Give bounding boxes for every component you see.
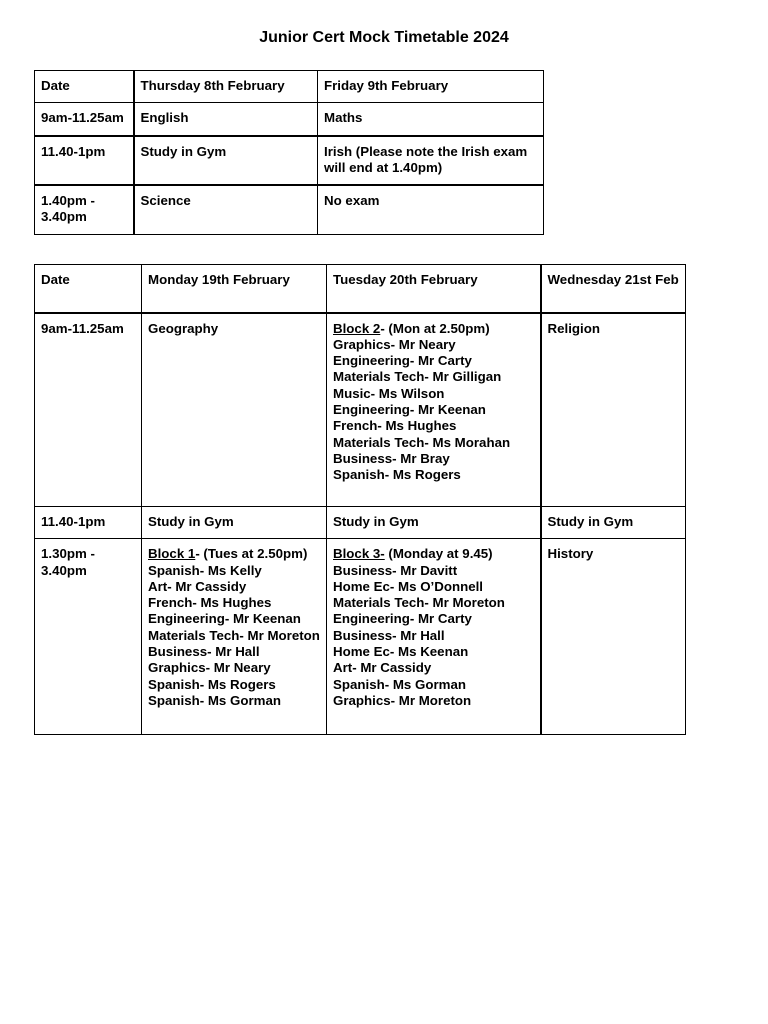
table-row <box>35 507 686 539</box>
list-item: Music- Ms Wilson <box>333 385 445 401</box>
wednesday-text: Wednesday 21st Feb <box>547 272 679 287</box>
time-text: 1.30pm - 3.40pm <box>41 546 95 578</box>
list-item: Engineering- Mr Carty <box>333 611 472 627</box>
header-monday: Monday 19th February <box>142 265 327 313</box>
list-item: Business- Mr Hall <box>148 644 260 660</box>
list-item: French- Ms Hughes <box>148 595 272 611</box>
table-row <box>35 313 686 507</box>
list-item: Engineering- Mr Carty <box>333 353 472 369</box>
table-row <box>35 185 544 234</box>
block-label: Block 3- <box>333 546 385 562</box>
list-item: Home Ec- Ms Keenan <box>333 644 469 660</box>
exam-cell: Maths <box>318 103 544 136</box>
header-date: Date <box>35 71 134 103</box>
list-item: Materials Tech- Mr Moreton <box>333 595 505 611</box>
header-thursday: Thursday 8th February <box>134 71 318 103</box>
table-row <box>35 136 544 186</box>
list-item: French- Ms Hughes <box>333 418 457 434</box>
time-cell: 11.40-1pm <box>35 507 142 539</box>
list-item: Home Ec- Ms O’Donnell <box>333 578 483 594</box>
header-wednesday <box>541 265 686 313</box>
list-item: Spanish- Ms Rogers <box>333 467 461 483</box>
exam-cell: Study in Gym <box>134 136 318 186</box>
header-friday: Friday 9th February <box>318 71 544 103</box>
list-item: Materials Tech- Mr Gilligan <box>333 369 502 385</box>
irish-note: Irish (Please note the Irish exam will end at 1.40pm) <box>324 143 528 175</box>
block-note: (Monday at 9.45) <box>384 546 493 562</box>
list-item: Graphics- Mr Neary <box>333 336 456 352</box>
list-item: Graphics- Mr Neary <box>148 660 271 676</box>
list-item: Engineering- Mr Keenan <box>333 401 486 417</box>
block-cell <box>327 313 541 507</box>
header-date: Date <box>35 265 142 313</box>
list-item: Art- Mr Cassidy <box>333 660 432 676</box>
list-item: Spanish- Ms Gorman <box>333 676 466 692</box>
block-cell <box>142 539 327 735</box>
block-label: Block 2 <box>333 320 381 336</box>
list-item: Graphics- Mr Moreton <box>333 692 472 708</box>
exam-cell: English <box>134 103 318 136</box>
time-cell <box>35 185 134 234</box>
block-heading <box>148 546 320 562</box>
exam-cell: Geography <box>142 313 327 507</box>
table-header-row <box>35 265 686 313</box>
list-item: Business- Mr Bray <box>333 450 450 466</box>
block-label: Block 1 <box>148 546 196 562</box>
block-heading <box>333 321 534 337</box>
block-cell <box>327 539 541 735</box>
list-item: Materials Tech- Mr Moreton <box>148 627 320 643</box>
exam-cell: History <box>541 539 686 735</box>
time-text: 1.40pm - 3.40pm <box>41 193 95 225</box>
block-heading <box>333 546 534 562</box>
exam-cell: Religion <box>541 313 686 507</box>
exam-cell: Study in Gym <box>142 507 327 539</box>
header-tuesday: Tuesday 20th February <box>327 265 541 313</box>
timetable-week2 <box>34 264 686 735</box>
exam-cell: Science <box>134 185 318 234</box>
list-item: Art- Mr Cassidy <box>148 578 247 594</box>
table-row <box>35 539 686 735</box>
block-note: - (Tues at 2.50pm) <box>195 546 308 562</box>
list-item: Spanish- Ms Rogers <box>148 676 276 692</box>
table-row <box>35 103 544 136</box>
exam-cell: Study in Gym <box>327 507 541 539</box>
list-item: Business- Mr Hall <box>333 627 445 643</box>
list-item: Spanish- Ms Gorman <box>148 692 281 708</box>
time-cell: 9am-11.25am <box>35 313 142 507</box>
list-item: Business- Mr Davitt <box>333 562 458 578</box>
page-title: Junior Cert Mock Timetable 2024 <box>259 29 509 46</box>
table-header-row <box>35 71 544 103</box>
list-item: Engineering- Mr Keenan <box>148 611 301 627</box>
block-note: - (Mon at 2.50pm) <box>380 320 490 336</box>
exam-cell <box>318 136 544 186</box>
timetable-week1 <box>34 70 544 235</box>
time-cell <box>35 539 142 735</box>
time-cell: 9am-11.25am <box>35 103 134 136</box>
time-cell: 11.40-1pm <box>35 136 134 186</box>
exam-cell: Study in Gym <box>541 507 686 539</box>
exam-cell: No exam <box>318 185 544 234</box>
list-item: Materials Tech- Ms Morahan <box>333 434 511 450</box>
list-item: Spanish- Ms Kelly <box>148 562 262 578</box>
